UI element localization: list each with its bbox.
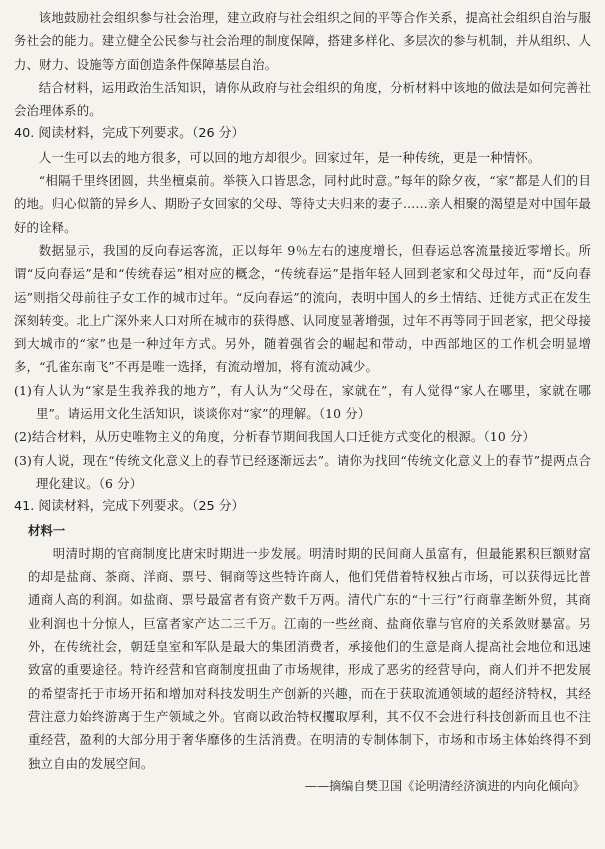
question-41-header: 41. 阅读材料，完成下列要求。（25 分） [14, 499, 245, 515]
material-1-source: ——摘编自樊卫国《论明清经济演进的内向化倾向》 [304, 778, 585, 793]
q40-paragraph-2: “相隔千里终团圆，共坐檀桌前。举筷入口皆思念，同村此时意。”每年的除夕夜，“家”都是人们的目的地。归心似箭的异乡人、期盼子女回家的父母、等待丈夫归来的妻子……亲人相聚的渴望是对中国年最好的诠释。 [14, 173, 591, 235]
q40-paragraph-3: 数据显示，我国的反向春运客流，正以每年 9％左右的速度增长，但春运总客流量接近零增长。所谓“反向春运”是和“传统春运”相对应的概念，“传统春运”是指年轻人回到老家和父母过年，而“反向春运”则指父母前往子女工作的城市过年。“反向春运”的流向，表明中国人的乡土情结、迁徙方式正在发生深刻转变。北上广深外来人口对所在城市的获得感、认同度显著增强，过年不再等同于回老家，把父母接到大城市的“家”也是一种过年方式。另外，随着强省会的崛起和带动，中西部地区的工作机会明显增多，“孔雀东南飞”不再是唯一选择，有流动增加，将有流动减少。 [14, 242, 591, 375]
q40-sub-question-1: (1)有人认为“家是生我养我的地方”，有人认为“父母在，家就在”，有人觉得“家人在哪里，家就在哪里”。请运用文化生活知识，谈谈你对“家”的理解。（10 分） [14, 382, 591, 422]
material-1-text: 明清时期的官商制度比唐宋时期进一步发展。明清时期的民间商人虽富有，但最能累积巨额财富的却是盐商、茶商、洋商、票号、铜商等这些特许商人，他们凭借着特权独占市场，可以获得远比普通商人高的利润。如盐商、票号最富者有资产数千万两。清代广东的“十三行”行商靠垄断外贸，其商业利润也十分惊人，巨富者家产达二三千万。江南的一些丝商、盐商依靠与官府的关系敛财暴富。另外，在传统社会，朝廷皇室和军队是最大的集团消费者，承接他们的生意是商人提高社会地位和迅速致富的重要途径。特许经营和官商制度扭曲了市场规律，形成了恶劣的经营导向，商人们并不把发展的希望寄托于市场开拓和增加对科技发明生产创新的兴趣，而在于获取流通领域的超经济特权，其经营注意力始终游离于生产领域之外。官商以政治特权攫取厚利，其不仅不会进行科技创新而且也不注重经营，盈利的大部分用于奢华靡侈的生活消费。在明清的专制体制下，市场和市场主体始终得不到独立自由的发展空间。 [28, 545, 591, 771]
intro-paragraph-1: 该地鼓励社会组织参与社会治理，建立政府与社会组织之间的平等合作关系，提高社会组织自治与服务社会的能力。建立健全公民参与社会治理的制度保障，搭建多样化、多层次的参与机制，并从组织、人力、财力、设施等方面创造条件保障基层自治。 [14, 10, 591, 72]
q40-sub-question-2: (2)结合材料，从历史唯物主义的角度，分析春节期间我国人口迁徙方式变化的根源。（10 分） [14, 429, 536, 445]
question-40-header: 40. 阅读材料，完成下列要求。（26 分） [14, 126, 245, 142]
q40-sub-question-3: (3)有人说，现在“传统文化意义上的春节已经逐渐远去”。请你为找回“传统文化意义上的春节”提两点合理化建议。（6 分） [14, 452, 591, 491]
material-1-label: 材料一 [28, 522, 66, 538]
q40-paragraph-1: 人一生可以去的地方很多，可以回的地方却很少。回家过年，是一种传统，更是一种情怀。 [38, 149, 541, 165]
intro-question: 结合材料，运用政治生活知识，请你从政府与社会组织的角度，分析材料中该地的做法是如何完善社会治理体系的。 [14, 79, 591, 119]
